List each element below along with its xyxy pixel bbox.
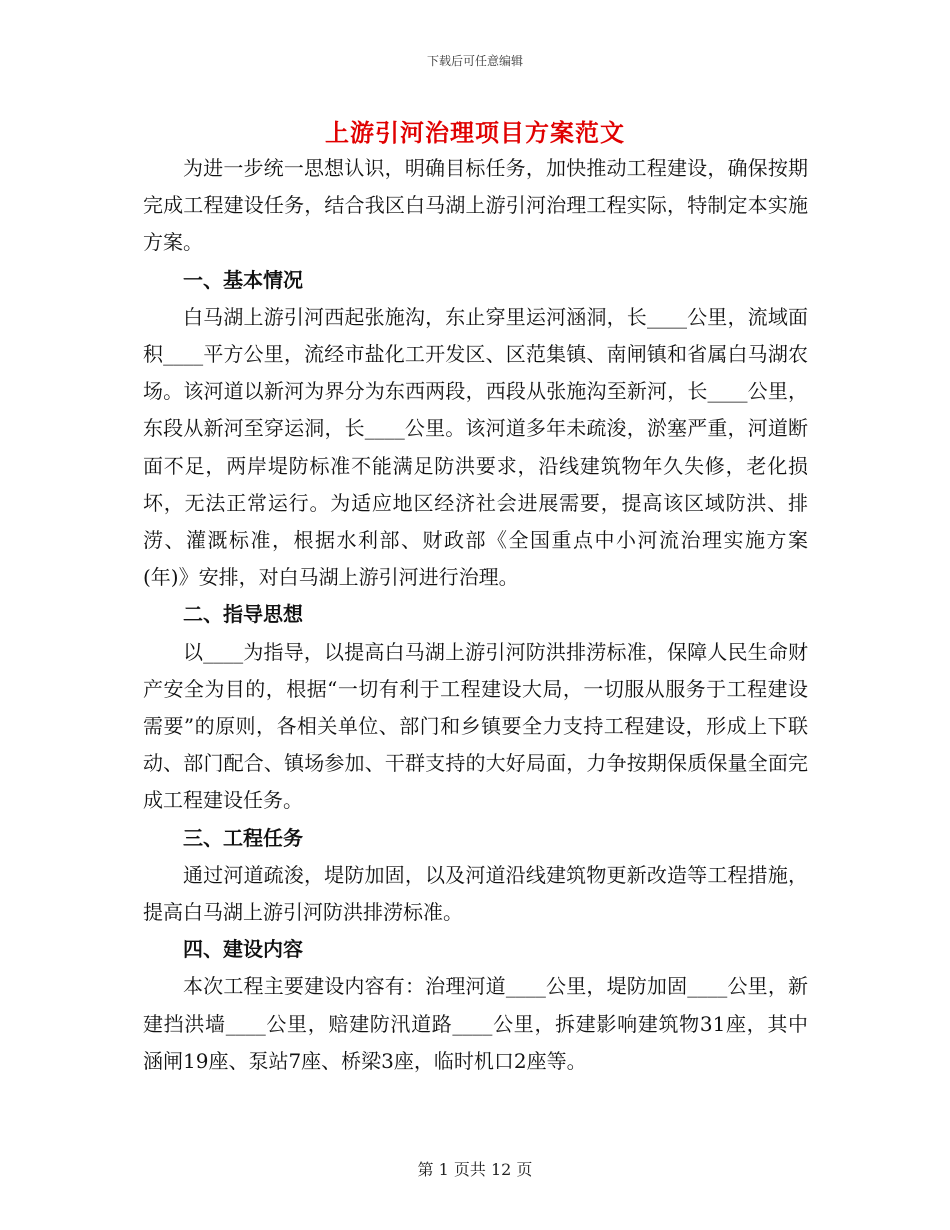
section-heading-basic-situation: 一、基本情况 xyxy=(183,267,303,292)
page-number: 第 1 页共 12 页 xyxy=(417,1160,533,1179)
section-heading-project-tasks: 三、工程任务 xyxy=(183,825,303,850)
intro-paragraph: 为进一步统一思想认识，明确目标任务，加快推动工程建设，确保按期完成工程建设任务，结合我区白马湖上游引河治理工程实际，特制定本实施方案。 xyxy=(143,156,808,255)
document-body xyxy=(143,150,808,1080)
section-heading-construction-content: 四、建设内容 xyxy=(183,937,303,962)
section-heading-guiding-ideology: 二、指导思想 xyxy=(183,602,303,627)
section-body-guiding-ideology: 以____为指导，以提高白马湖上游引河防洪排涝标准，保障人民生命财产安全为目的，根据“一切有利于工程建设大局，一切服从服务于工程建设需要”的原则，各相关单位、部门和乡镇要全力支持工程建设，形成上下联动、部门配合、镇场参加、干群支持的大好局面，力争按期保质保量全面完成工程建设任务。 xyxy=(143,639,808,813)
page-header-note: 下载后可任意编辑 xyxy=(426,54,523,68)
section-body-basic-situation: 白马湖上游引河西起张施沟，东止穿里运河涵洞，长____公里，流域面积____平方公里，流经市盐化工开发区、区范集镇、南闸镇和省属白马湖农场。该河道以新河为界分为东西两段，西段从张施沟至新河，长____公里，东段从新河至穿运洞，长____公里。该河道多年未疏浚，淤塞严重，河道断面不足，两岸堤防标准不能满足防洪要求，沿线建筑物年久失修，老化损坏，无法正常运行。为适应地区经济社会进展需要，提高该区域防洪、排涝、灌溉标准，根据水利部、财政部《全国重点中小河流治理实施方案(年)》安排，对白马湖上游引河进行治理。 xyxy=(143,304,808,590)
section-body-project-tasks: 通过河道疏浚，堤防加固，以及河道沿线建筑物更新改造等工程措施，提高白马湖上游引河防洪排涝标准。 xyxy=(143,862,808,925)
section-body-construction-content: 本次工程主要建设内容有：治理河道____公里，堤防加固____公里，新建挡洪墙____公里，赔建防汛道路____公里，拆建影响建筑物31座，其中涵闸19座、泵站7座、桥梁3座，临时机口2座等。 xyxy=(143,974,808,1073)
document-title: 上游引河治理项目方案范文 xyxy=(325,118,625,147)
